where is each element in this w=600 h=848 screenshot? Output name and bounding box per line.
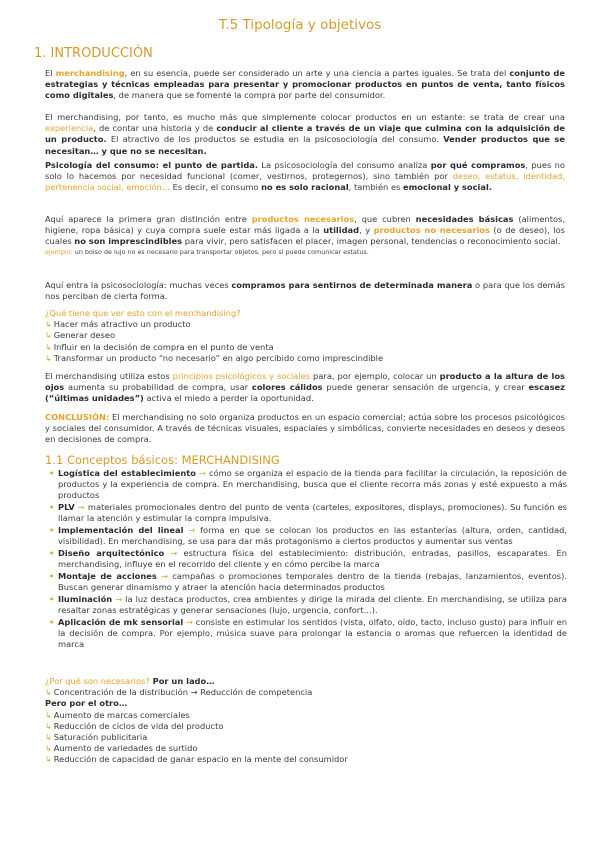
list-item — [45, 687, 565, 698]
bold-text: no son imprescindibles — [74, 236, 183, 247]
arrow-icon: → — [170, 547, 178, 558]
list-item — [45, 319, 565, 330]
highlight: deseo, estatus, identidad, pertenencia social, emoción… — [45, 171, 565, 193]
text: El merchandising no solo organiza productos en un espacio comercial; actúa sobre los procesos psicológicos y sociales del consumidor. A través de técnicas visuales, espaciales y simbólicas, convierte necesidades en deseos y deseos en decisiones de compra. — [45, 412, 565, 445]
concept-text: cómo se organiza el espacio de la tienda para facilitar la circulación, la reposición de productos y la experiencia de compra. En merchandising, busca que el cliente recorra más zonas y esté expuesto a más productos — [58, 468, 568, 501]
sub-arrow-icon: ↳ — [45, 710, 52, 720]
bold-text: Vender productos que se necesitan… y que no se necesitan. — [45, 134, 565, 156]
text: El atractivo de los productos se estudia en la psicosociología del consumo. — [106, 134, 444, 145]
concept-term: Aplicación de mk sensorial — [58, 616, 184, 627]
text: (alimentos, higiene, ropa básica) y cuya compra suele estar más ligada a la — [45, 214, 565, 236]
bold-text: no es solo racional — [261, 182, 349, 193]
list-item-text: Transformar un producto “no necesario” en algo percibido como imprescindible — [53, 352, 384, 363]
list-item — [45, 353, 565, 364]
paragraph-definition — [45, 68, 565, 102]
page-title: T.5 Tipología y objetivos — [218, 17, 382, 33]
concept-item — [45, 502, 567, 524]
text: Aquí entra la psicosociología: muchas veces — [45, 280, 232, 290]
sub-arrow-icon: ↳ — [45, 755, 52, 765]
concept-item — [45, 617, 567, 651]
bold-text: conducir al cliente a través de un viaje que culmina con la adquisición de un producto. — [45, 123, 566, 145]
list-item-text: Reducción de ciclos de vida del producto — [53, 720, 224, 731]
concept-text: consiste en estimular los sentidos (vista, olfato, oído, tacto, incluso gusto) para influir en la decisión de compra. Por ejemplo, música suave para prolongar la estancia o aromas que refuercen la identidad de marca — [58, 616, 567, 650]
concept-text: campañas o promociones temporales dentro de la tienda (rebajas, lanzamientos, eventos). Buscan generar dinamismo y atraer la atención hacia determinados productos — [58, 570, 567, 593]
question-line — [45, 676, 565, 687]
concept-item — [45, 571, 567, 593]
text: o para que los demás nos perciban de cierta forma. — [45, 280, 565, 302]
concept-term: Montaje de acciones — [58, 570, 157, 581]
concept-term: Logística del establecimiento — [58, 468, 196, 478]
text: , en su esencia, puede ser considerado un arte y una ciencia a partes iguales. Se trata del — [124, 68, 510, 78]
example-note — [45, 248, 565, 257]
bold-text: Por un lado… — [149, 676, 215, 686]
bold-text: por qué compramos — [430, 160, 526, 170]
list-item-text: Reducción de capacidad de ganar espacio en la mente del consumidor — [53, 754, 348, 765]
list-item — [45, 330, 565, 341]
question-necesarios-block — [45, 676, 565, 766]
arrow-icon: → — [198, 468, 206, 478]
concept-term: Diseño arquitectónico — [58, 547, 165, 558]
concept-text: estructura física del establecimiento: distribución, entradas, pasillos, escaparates. En merchandising, influye en el recorrido del cliente y en cómo percibe la marca — [58, 547, 567, 570]
text: puede generar sensación de urgencia, y crear — [322, 382, 529, 393]
bold-text: Psicología del consumo: el punto de partida. — [45, 160, 259, 170]
sub-arrow-icon: ↳ — [45, 744, 52, 754]
example-text: un bolso de lujo no es necesario para transportar objetos, pero sí puede comunicar estatus. — [72, 247, 369, 256]
list-item — [45, 743, 565, 754]
list-item-text: Saturación publicitaria — [53, 732, 148, 743]
text: , de contar una historia y de — [93, 123, 217, 134]
text: El — [45, 68, 56, 78]
sub-arrow-icon: ↳ — [45, 331, 52, 341]
list-item — [45, 732, 565, 743]
list-item-text: Concentración de la distribución → Reducción de competencia — [53, 687, 313, 698]
arrow-icon: → — [161, 570, 169, 581]
highlight: productos necesarios — [251, 214, 355, 224]
text: , pues no solo lo hacemos por necesidad funcional (comer, vestirnos, protegernos), sino también por — [45, 160, 566, 182]
list-item — [45, 754, 565, 765]
text: La psicosociología del consumo analiza — [258, 160, 431, 170]
concept-item — [45, 468, 567, 502]
list-item-text: Aumento de variedades de surtido — [53, 743, 198, 754]
text: Es decir, el consumo — [170, 182, 262, 193]
concept-term: Implementación del lineal — [58, 525, 184, 536]
concept-item — [45, 548, 567, 570]
text: (o de deseo), los cuales — [45, 225, 565, 247]
text: para vivir, pero satisfacen el placer, imagen personal, tendencias o reconocimiento social. — [182, 236, 561, 247]
conclusion-label: CONCLUSIÓN: — [45, 412, 110, 422]
concept-item — [45, 525, 567, 547]
question-heading: ¿Por qué son necesarios? — [45, 676, 150, 686]
concept-item — [45, 594, 567, 616]
sub-arrow-icon: ↳ — [45, 342, 52, 352]
paragraph-principios — [45, 371, 565, 405]
bold-text: producto a la altura de los ojos — [45, 371, 565, 393]
list-item — [45, 710, 565, 721]
arrow-icon: → — [115, 593, 123, 604]
bold-text: escasez (“últimas unidades”) — [45, 382, 565, 404]
text: El merchandising, por tanto, es mucho más que simplemente colocar productos en un estante: se trata de crear una — [45, 112, 565, 122]
concept-text: forma en que se colocan los productos en las estanterías (altura, orden, cantidad, visibilidad). En merchandising, se usa para dar más protagonismo a ciertos productos y aumentar sus ventas — [58, 525, 568, 547]
paragraph-psicologia — [45, 160, 565, 194]
text: , de manera que se fomente la compra por parte del consumidor. — [113, 90, 386, 101]
paragraph-conclusion — [45, 412, 565, 446]
list-item — [45, 342, 565, 353]
example-label: ejemplo: — [45, 247, 73, 256]
text: El merchandising utiliza estos — [45, 371, 173, 381]
list-item-text: Hacer más atractivo un producto — [53, 319, 191, 330]
bold-text: necesidades básicas — [415, 214, 514, 224]
concept-text: la luz destaca productos, crea ambientes y dirige la mirada del cliente. En merchandising, se utiliza para resaltar zonas estratégicas y generar sensaciones (lujo, urgencia, confort…). — [58, 593, 567, 615]
list-item-text: Aumento de marcas comerciales — [53, 709, 190, 720]
text: aumenta su probabilidad de compra, usar — [64, 382, 252, 393]
sub-arrow-icon: ↳ — [45, 353, 52, 363]
text: , que cubren — [354, 214, 416, 224]
list-item-text: Generar deseo — [53, 330, 116, 341]
text: , y — [359, 225, 374, 236]
arrow-icon: → — [77, 502, 85, 513]
concepts-list — [45, 468, 567, 651]
question-merchandising-block — [45, 308, 565, 364]
text: Aquí aparece la primera gran distinción entre — [45, 214, 252, 224]
text: para, por ejemplo, colocar un — [310, 371, 440, 381]
bold-text: compramos para sentirnos de determinada manera — [231, 280, 473, 290]
section-heading-conceptos: 1.1 Conceptos básicos: MERCHANDISING — [45, 453, 280, 467]
bold-text: conjunto de estrategias y técnicas empleadas para presentar y promocionar productos en puntos de venta, tanto físicos como digitales — [45, 68, 566, 101]
concept-term: Iluminación — [58, 593, 113, 604]
sub-arrow-icon: ↳ — [45, 733, 52, 743]
bold-text: emocional y social. — [403, 182, 492, 193]
list-item-text: Influir en la decisión de compra en el punto de venta — [53, 341, 274, 352]
bold-text: utilidad — [323, 225, 360, 236]
list-item — [45, 721, 565, 732]
sub-arrow-icon: ↳ — [45, 688, 52, 698]
paragraph-experience — [45, 112, 565, 157]
bold-text: colores cálidos — [251, 382, 323, 393]
text: , también es — [348, 182, 404, 193]
question-heading: ¿Qué tiene que ver esto con el merchandising? — [45, 308, 241, 318]
text: activa el miedo a perder la oportunidad. — [143, 393, 314, 404]
paragraph-productos — [45, 214, 565, 257]
highlight: productos no necesarios — [373, 225, 490, 236]
section-heading-introduccion: 1. INTRODUCCIÓN — [34, 46, 153, 61]
bold-text: Pero por el otro… — [45, 698, 128, 709]
highlight: principios psicológicos y sociales — [172, 371, 311, 381]
highlight: experiencia — [45, 123, 94, 134]
paragraph-psicosociologia — [45, 280, 565, 302]
concept-text: materiales promocionales dentro del punto de venta (carteles, expositores, displays, promociones). Su función es llamar la atención y estimular la compra impulsiva. — [58, 502, 568, 524]
arrow-icon: → — [188, 525, 196, 536]
sub-arrow-icon: ↳ — [45, 320, 52, 330]
highlight: merchandising — [55, 68, 125, 78]
arrow-icon: → — [186, 616, 193, 627]
sub-arrow-icon: ↳ — [45, 721, 52, 731]
concept-term: PLV — [58, 502, 75, 513]
